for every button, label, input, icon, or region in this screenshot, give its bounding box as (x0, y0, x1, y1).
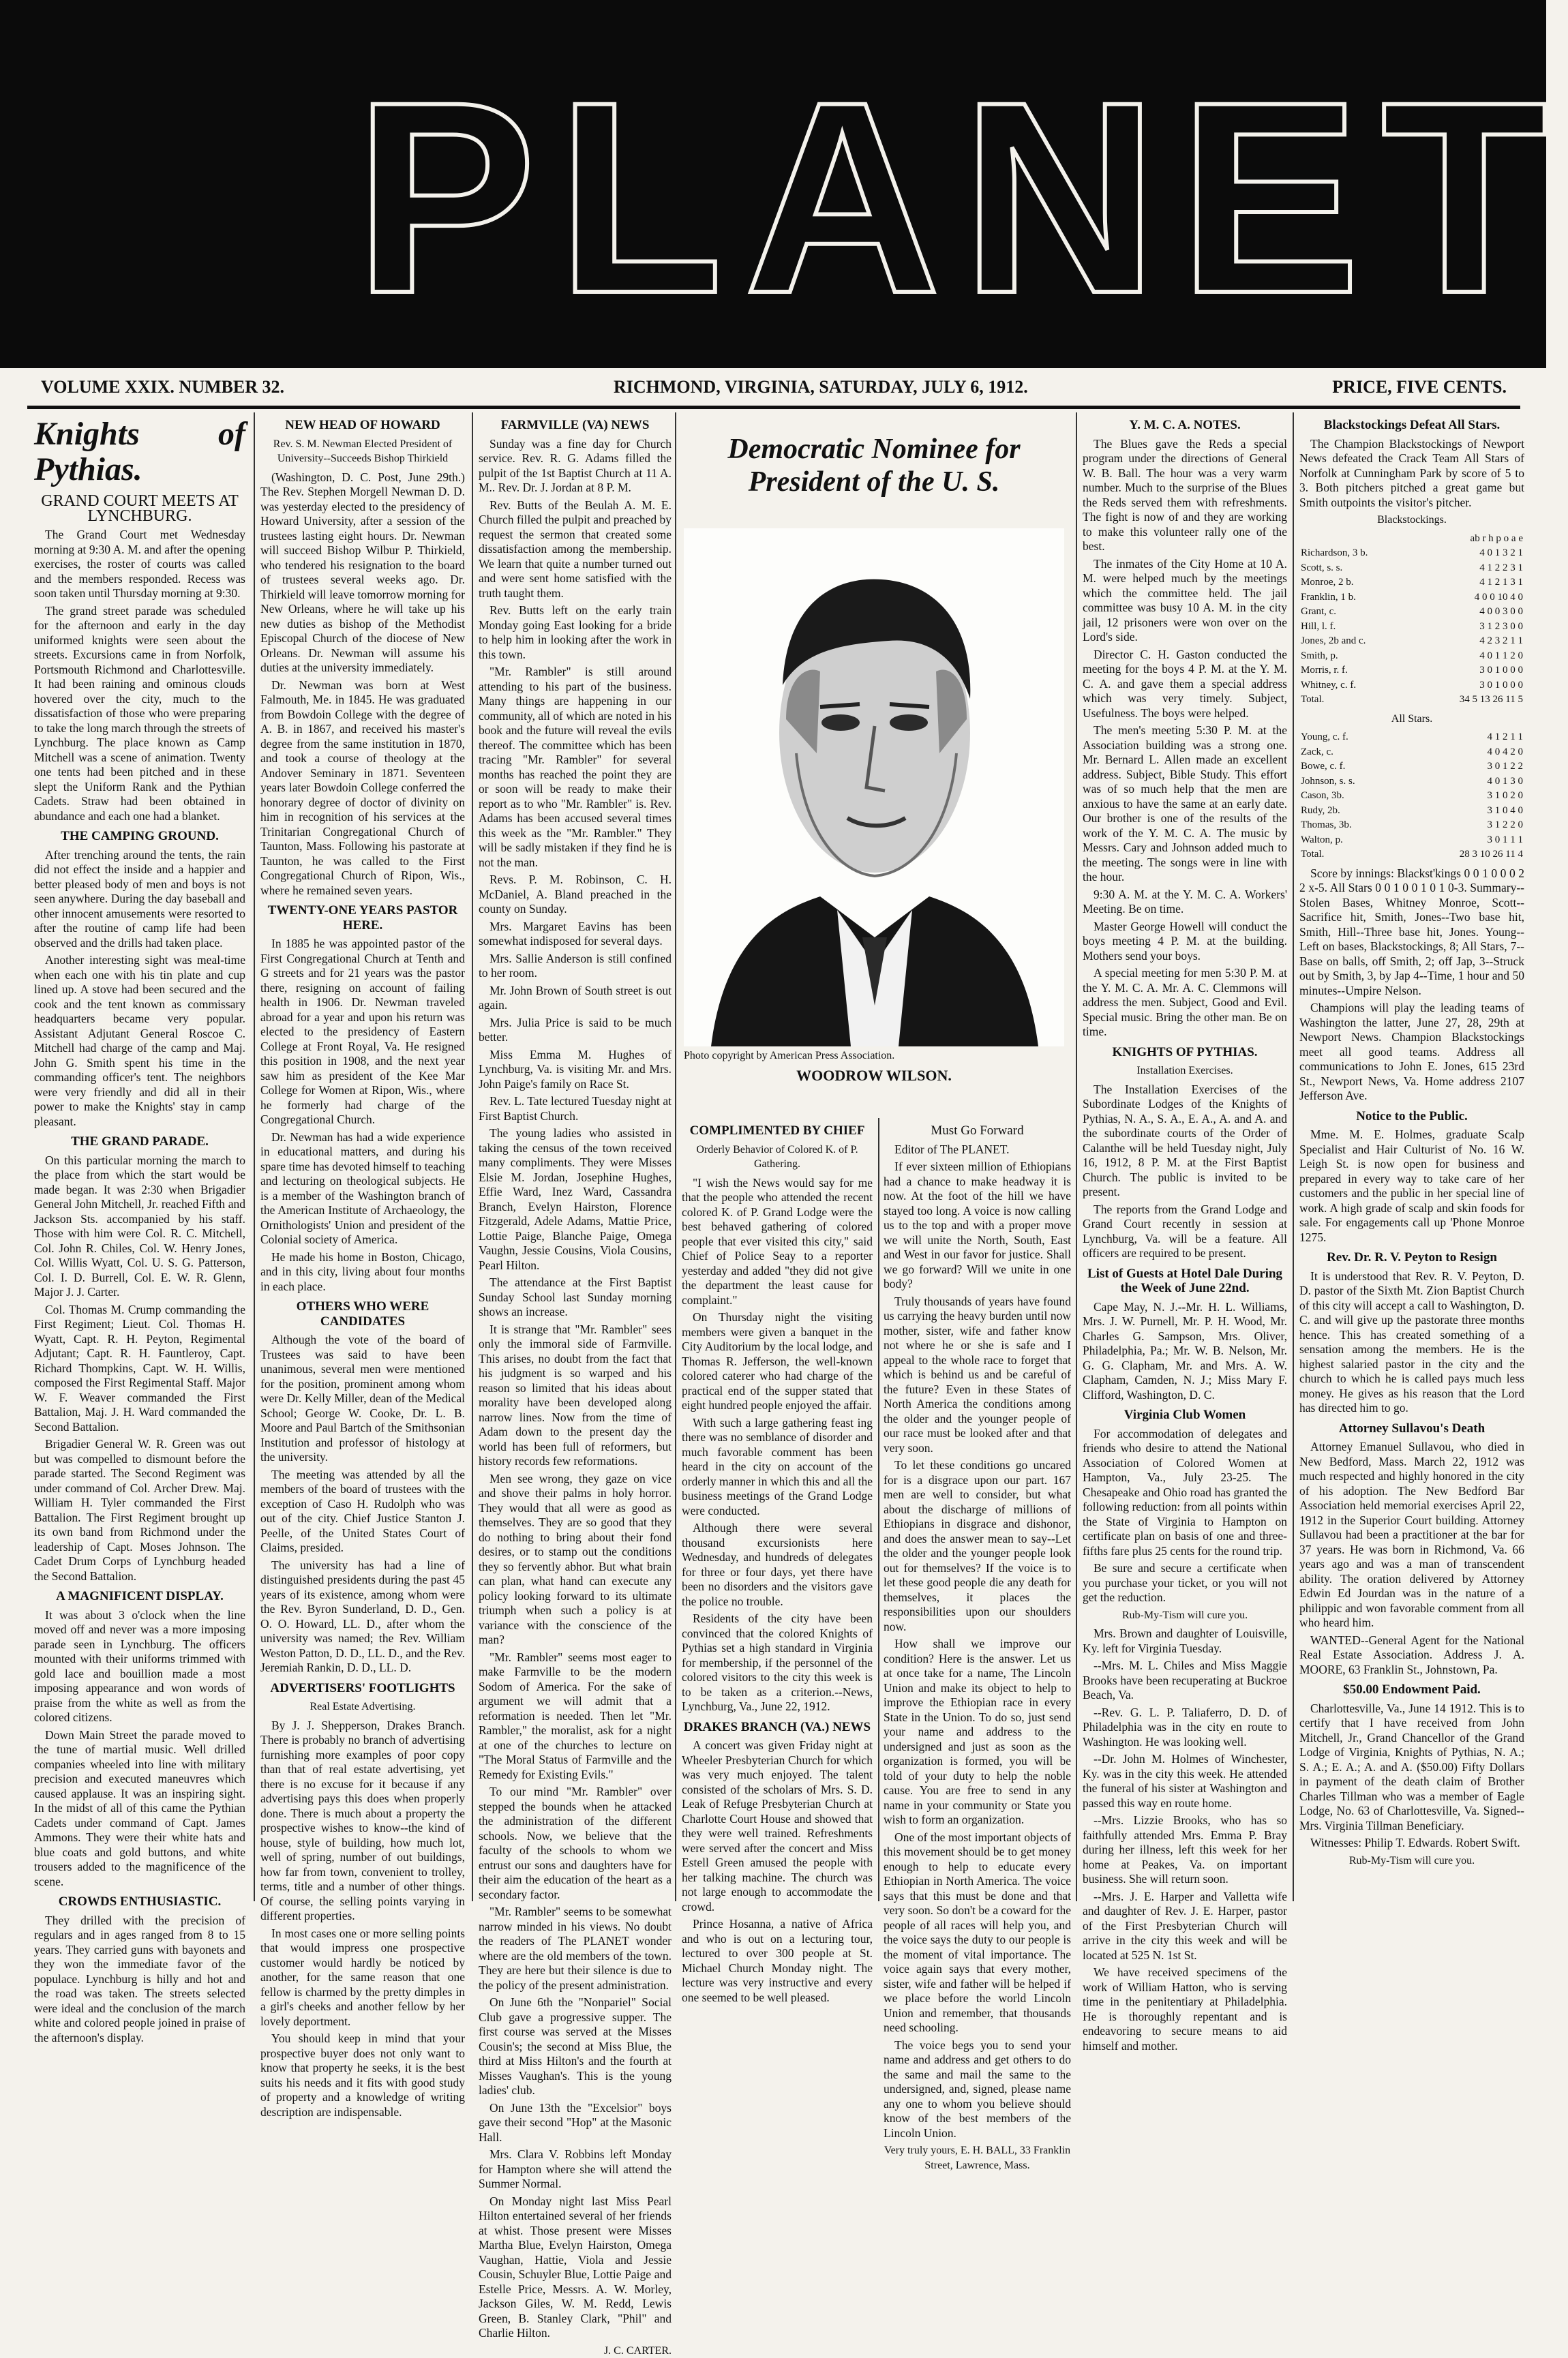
column-rule (1076, 412, 1077, 1901)
subhead: Installation Exercises. (1083, 1063, 1287, 1078)
paragraph: Another interesting sight was meal-time when each one with his tin plate and cup lined up. A stove had been secured and the cook and the tent known as commissary headquarters became very popular. Assistant Adjutant General Roscoe C. Mitchell had charge of the camp and Maj. John G. Smith spent his time in the commanding officer's tent. The neighbors were very friendly and did all in their power to make the Knights' stay in camp pleasant. (34, 953, 245, 1129)
player-stats: 4 0 0 3 0 0 (1415, 605, 1524, 620)
subhead-parade: THE GRAND PARADE. (34, 1134, 245, 1149)
paragraph: Mrs. Clara V. Robbins left Monday for Hampton where she will attend the Summer Normal. (479, 2147, 672, 2192)
headline-complimented: COMPLIMENTED BY CHIEF (682, 1123, 873, 1138)
team-label: All Stars. (1299, 712, 1524, 727)
paragraph: --Mrs. J. E. Harper and Valletta wife and daughter of Rev. J. E. Harper, pastor of the First Presbyterian Church will arrive in the city this week and will be located at 525 N. 1st St. (1083, 1890, 1287, 1963)
player-row (1299, 730, 1524, 745)
paragraph: Dr. Newman has had a wide experience in educational matters, and during his spare time has devoted himself to teaching and lecturing on theological subjects. He is a member of the Washington branch of the American Institute of Archaeology, the Ornithologists' Union and president of the Colonial society of America. (260, 1130, 465, 1248)
paragraph: With such a large gathering feast ing there was no semblance of disorder and much favorable comment has been heard in the city on account of the orderly manner in which this and all the business meetings of the Grand Lodge were conducted. (682, 1416, 873, 1519)
paragraph: They drilled with the precision of regulars and in ages ranged from 8 to 15 years. They carried guns with bayonets and they won the immediate favor of the populace. Lynchburg is hilly and hot and the road was taken. The streets selected were ideal and the conclusion of the march white and colored people joined in praise of the afternoon's display. (34, 1914, 245, 2046)
headline-notice: Notice to the Public. (1299, 1109, 1524, 1124)
photo-credit: Photo copyright by American Press Association. (684, 1050, 894, 1062)
signature: Very truly yours, E. H. BALL, 33 Franklin Street, Lawrence, Mass. (884, 2143, 1071, 2173)
player-row (1299, 634, 1524, 649)
nominee-feature (677, 412, 1071, 1108)
headline-endowment: $50.00 Endowment Paid. (1299, 1682, 1524, 1697)
paragraph: The Installation Exercises of the Subordinate Lodges of the Knights of Pythias, N. A., S. A., E. A., A. and A. and the subordinate courts of the Order of Calanthe will be held Tuesday night, July 16, 1912, 8 P. M. at the First Baptist Church. The public is invited to be present. (1083, 1083, 1287, 1200)
masthead (0, 0, 1546, 368)
paragraph: We have received specimens of the work of William Hatton, who is serving time in the penitentiary at Philadelphia. He is thoroughly repentant and is endeavoring to secure means to aid himself and mother. (1083, 1965, 1287, 2053)
player-name: Jones, 2b and c. (1299, 634, 1415, 649)
player-name: Walton, p. (1299, 833, 1404, 848)
box-score-all-stars (1299, 730, 1524, 862)
paragraph: Cape May, N. J.--Mr. H. L. Williams, Mrs. J. W. Purnell, Mr. P. H. Wood, Mr. Charles G. Sampson, Mrs. Oliver, Philadelphia, Pa.; Mr. W. B. Nelson, Mr. G. G. Clapham, Mr. and Mrs. A. W. Clapham, Camden, N. J.; Miss Mary F. Clifford, Washington, D. C. (1083, 1300, 1287, 1403)
player-name: Hill, l. f. (1299, 620, 1415, 635)
paragraph: Men see wrong, they gaze on vice and shove their palms in holy horror. They would that all were as good as themselves. They are so good that they do nothing to bring about their fond desires, or to stamp out the conditions they so fervently abhor. But what brain can plan, what hand can execute any policy looking forward to its ultimate triumph when such a policy is at variance with the conscience of the man? (479, 1472, 672, 1648)
player-stats: 4 0 1 3 0 (1404, 774, 1524, 789)
paragraph: Dr. Newman was born at West Falmouth, Me. in 1845. He was graduated from Bowdoin College with the degree of A. B. in 1867, and received his master's degree from the same institution in 1870, and took a course of theology at the Andover Seminary in 1871. Seventeen years later Bowdoin College conferred the honorary degree of doctor of divinity on him in recognition of his services at the Trinitarian Congregational Church of Taunton, Mass. Following his pastorate at Taunton, he was called to the First Congregational Church of Ripon, Wis., where he remained seven years. (260, 678, 465, 898)
column-rule (472, 412, 473, 1901)
paragraph: A concert was given Friday night at Wheeler Presbyterian Church for which was very much enjoyed. The talent consisted of the scholars of Mrs. S. D. Leak of Refuge Presbyterian Church at Charlotte Court House and showed that they were well trained. Refreshments were served after the concert and Miss Estell Green amused the people with her talking machine. The church was not large enough to accommodate the crowd. (682, 1738, 873, 1914)
portrait-woodrow-wilson (684, 528, 1064, 1046)
paragraph: A special meeting for men 5:30 P. M. at the Y. M. C. A. Mr. A. C. Clemmons will address the men. Subject, Good and Evil. Special music. Bring the other man. Be on time. (1083, 966, 1287, 1040)
paragraph: On June 13th the "Excelsior" boys gave their second "Hop" at the Masonic Hall. (479, 2101, 672, 2145)
paragraph: The Blues gave the Reds a special program under the directions of General W. B. Ball. The hour was a very warm number. Much to the surprise of the Blues the Reds served them with refreshments. The fight is now of and they are working to make this volunteer rally one of the best. (1083, 437, 1287, 554)
column-ymca-notes (1083, 412, 1287, 1901)
paragraph: Mrs. Margaret Eavins has been somewhat indisposed for several days. (479, 920, 672, 949)
paragraph: The Champion Blackstockings of Newport News defeated the Crack Team All Stars of Norfolk at Cunningham Park by score of 5 to 3. Both pitchers pitched a great game but Smith outpoints the visitor's pitcher. (1299, 437, 1524, 511)
player-stats: 4 1 2 1 1 (1404, 730, 1524, 745)
paragraph: The young ladies who assisted in taking the census of the town received many compliments. They were Misses Elsie M. Jordan, Josephine Hughes, Effie Ward, Inez Ward, Cassandra Branch, Evelyn Hairston, Florence Fitzgerald, Adele Adams, Mattie Price, Lottie Paige, Blanche Paige, Omega Vaughn, Jessie Cousins, Viola Cousins, Pearl Hilton. (479, 1126, 672, 1273)
subhead-crowds: CROWDS ENTHUSIASTIC. (34, 1894, 245, 1909)
paragraph: Rev. Butts left on the early train Monday going East looking for a bride to help him in looking after the work in this town. (479, 603, 672, 662)
paragraph: The Grand Court met Wednesday morning at 9:30 A. M. and after the opening exercises, the roster of courts was called and the members responded. Recess was soon taken until Thursday morning at 9:30. (34, 528, 245, 601)
signature: J. C. CARTER. (479, 2344, 672, 2358)
player-name: Zack, c. (1299, 745, 1404, 760)
headline-howard: NEW HEAD OF HOWARD (260, 418, 465, 433)
headline-drakes-branch: DRAKES BRANCH (VA.) NEWS (682, 1720, 873, 1735)
player-row (1299, 663, 1524, 678)
paragraph: Mrs. Julia Price is said to be much better. (479, 1016, 672, 1045)
paragraph: --Dr. John M. Holmes of Winchester, Ky. was in the city this week. He attended the funeral of his sister at Washington and passed this way en route home. (1083, 1752, 1287, 1811)
paragraph: To our mind "Mr. Rambler" over stepped the bounds when he attacked the administration of the different schools. Now, we believe that the faculty of the schools to whom we entrust our sons and daughters have for their aim the education of the heart as a secondary factor. (479, 1785, 672, 1902)
subhead-camping: THE CAMPING GROUND. (34, 829, 245, 844)
subhead: Orderly Behavior of Colored K. of P. Gathering. (682, 1143, 873, 1172)
player-row (1299, 620, 1524, 635)
player-stats: 3 0 1 1 1 (1404, 833, 1524, 848)
headline-blackstockings: Blackstockings Defeat All Stars. (1299, 418, 1524, 433)
headline-ymca: Y. M. C. A. NOTES. (1083, 418, 1287, 433)
player-stats: 4 1 2 1 3 1 (1415, 575, 1524, 590)
paragraph: Truly thousands of years have found us carrying the heavy burden until now mother, sister, wife and father know not where he or she is safe and I appeal to the whole race to forget that which is behind us and be careful of the future? Even in these States of North America the conditions among the older and the younger people of our race must be looked after and that very soon. (884, 1295, 1071, 1456)
paragraph: In most cases one or more selling points that would impress one prospective customer would hardly be noticed by another, for the same reason that one fellow is charmed by the pretty dimples in a girl's cheeks and another fellow by her lovely deportment. (260, 1926, 465, 2029)
paragraph: Director C. H. Gaston conducted the meeting for the boys 4 P. M. at the Y. M. C. A. and gave them a special address which was very timely. Subject, Usefulness. The boys were helped. (1083, 648, 1287, 721)
paragraph: On Thursday night the visiting members were given a banquet in the City Auditorium by the local lodge, and Thomas R. Jefferson, the well-known colored caterer who had charge of the practical end of the supper stated that eight hundred people enjoyed the affair. (682, 1310, 873, 1413)
headline-peyton: Rev. Dr. R. V. Peyton to Resign (1299, 1250, 1524, 1265)
paragraph: WANTED--General Agent for the National Real Estate Association. Address J. A. MOORE, 63 Franklin St., Johnstown, Pa. (1299, 1633, 1524, 1678)
paragraph: "Mr. Rambler" is still around attending to his part of the business. Many things are happening in our community, all of which are noted in his book and the future will reveal the evils thereof. The committee which has been tracing "Mr. Rambler" for several months has reached the point they are or soon will be ready to make their report as to who "Mr. Rambler" is. Rev. Adams has been accused several times this week as the "Mr. Rambler." They will be sadly mistaken if they find he is not the man. (479, 665, 672, 870)
paragraph: (Washington, D. C. Post, June 29th.) The Rev. Stephen Morgell Newman D. D. was yesterday elected to the presidency of Howard University, after a session of the trustees lasting eight hours. Dr. Newman will succeed Bishop Wilbur P. Thirkield, who tendered his resignation to the board of trustees several weeks ago. Dr. Thirkield will leave tomorrow morning for New Orleans, where he will take up his new duties as bishop of the Methodist Episcopal Church of the diocese of New Orleans. Dr. Newman will assume his duties at the university immediately. (260, 470, 465, 676)
player-row (1299, 745, 1524, 760)
player-stats: 4 0 1 3 2 1 (1415, 546, 1524, 561)
player-stats: 3 0 1 0 0 0 (1415, 663, 1524, 678)
player-name: Morris, r. f. (1299, 663, 1415, 678)
headline-sullavou: Attorney Sullavou's Death (1299, 1421, 1524, 1436)
paragraph: If ever sixteen million of Ethiopians had a chance to make headway it is now. At the foot of the hill we have stayed too long. A voice is now calling us to the top and with a proper move we will unite the North, South, East and West in our favor for justice. Shall we go forward? Will we unite in one body? (884, 1160, 1071, 1292)
paragraph: Witnesses: Philip T. Edwards. Robert Swift. (1299, 1836, 1524, 1851)
player-name: Johnson, s. s. (1299, 774, 1404, 789)
player-row (1299, 774, 1524, 789)
player-row (1299, 759, 1524, 774)
paragraph: In 1885 he was appointed pastor of the First Congregational Church at Tenth and G streets and for 21 years was the pastor there, resigning on account of failing health in 1906. Dr. Newman traveled abroad for a year and upon his return was elected to the presidency of Eastern College at Front Royal, Va. He resigned this position in 1908, and the next year saw him as president of the Kee Mar College for Women at Ripon, Wis., where he formerly had charge of the Congregational Church. (260, 937, 465, 1128)
box-score-columns: ab r h p o a e (1415, 532, 1524, 547)
player-row (1299, 804, 1524, 819)
advertisement: Rub-My-Tism will cure you. (1083, 1608, 1287, 1623)
headline-knights-installation: KNIGHTS OF PYTHIAS. (1083, 1045, 1287, 1060)
player-row (1299, 678, 1524, 693)
paragraph: Rev. L. Tate lectured Tuesday night at First Baptist Church. (479, 1094, 672, 1123)
player-row (1299, 575, 1524, 590)
paragraph: Prince Hosanna, a native of Africa and who is out on a lecturing tour, lectured to over 300 people at St. Michael Church Monday night. The lecture was very instructive and every one seemed to be well pleased. (682, 1917, 873, 2005)
column-rule (1293, 412, 1294, 1901)
player-row (1299, 561, 1524, 576)
paragraph: Although there were several thousand excursionists here Wednesday, and hundreds of delegates for three or four days, yet there have been no disorders and the visitors gave the police no trouble. (682, 1521, 873, 1609)
column-rule (878, 1118, 879, 1901)
player-row (1299, 649, 1524, 664)
total-stats: 28 3 10 26 11 4 (1404, 847, 1524, 862)
column-must-go-forward (884, 1118, 1071, 1901)
nominee-headline: Democratic Nominee for President of the U. S. (677, 433, 1071, 498)
paragraph: On June 6th the "Nonpariel" Social Club gave a progressive supper. The first course was served at the Misses Cousin's; the second at Miss Blue, the third at Miss Hilton's and the fourth at Misses Vaughan's. This is the young ladies' club. (479, 1995, 672, 2098)
subhead: Real Estate Advertising. (260, 1699, 465, 1714)
paragraph: Mrs. Sallie Anderson is still confined to her room. (479, 952, 672, 981)
team-label: Blackstockings. (1299, 513, 1524, 528)
player-name: Grant, c. (1299, 605, 1415, 620)
nominee-name: WOODROW WILSON. (677, 1067, 1071, 1085)
dateline (27, 372, 1520, 409)
paragraph: Col. Thomas M. Crump commanding the First Regiment; Lieut. Col. Thomas H. Wyatt, Capt. R. H. Peyton, Regimental Adjutant; Capt. R. H. Fauntleroy, Capt. Richard Thompkins, Capt. W. H. Willis, composed the First Regimental Staff. Major W. F. Weaver commanded the First Battalion, Maj. J. H. Ward commanded the Second Battalion. (34, 1303, 245, 1435)
player-row (1299, 590, 1524, 605)
player-row (1299, 605, 1524, 620)
paragraph: He made his home in Boston, Chicago, and in this city, living about four months in each place. (260, 1250, 465, 1295)
paragraph: The attendance at the First Baptist Sunday School last Sunday morning shows an increase. (479, 1275, 672, 1320)
paragraph: Brigadier General W. R. Green was out but was compelled to dismount before the parade started. The Second Regiment was under command of Col. Archer Drew. Maj. William H. Tyler commanded the First Battalion. The First Regiment brought up its own band from Richmond under the leadership of Capt. Moses Johnson. The Cadet Drum Corps of Lynchburg headed the Second Battalion. (34, 1437, 245, 1584)
player-stats: 3 1 0 4 0 (1404, 804, 1524, 819)
paragraph: The voice begs you to send your name and address and get others to do the same and mail the same to the undersigned, and, signed, please name any one to whom you believe should know of the best members of the Lincoln Union. (884, 2038, 1071, 2141)
headline-farmville: FARMVILLE (VA) NEWS (479, 418, 672, 433)
player-name: Franklin, 1 b. (1299, 590, 1415, 605)
player-name: Young, c. f. (1299, 730, 1404, 745)
player-name: Scott, s. s. (1299, 561, 1415, 576)
column-rule (675, 412, 676, 1901)
player-stats: 3 0 1 2 2 (1404, 759, 1524, 774)
player-stats: 3 1 0 2 0 (1404, 789, 1524, 804)
player-name: Rudy, 2b. (1299, 804, 1404, 819)
player-name: Richardson, 3 b. (1299, 546, 1415, 561)
paragraph: "I wish the News would say for me that the people who attended the recent colored K. of P. Grand Lodge were the best behaved gathering of colored people that ever visited this city," said Chief of Police Seay to a reporter yesterday and added "they did not give the department the least cause for complaint." (682, 1176, 873, 1308)
total-row (1299, 847, 1524, 862)
column-baseball (1299, 412, 1524, 1901)
player-row (1299, 546, 1524, 561)
paragraph: You should keep in mind that your prospective buyer does not only want to know that property he seeks, it is the best suits his needs and it fits with good study of property and a knowledge of writing description are indispensable. (260, 2031, 465, 2119)
player-stats: 4 2 3 2 1 1 (1415, 634, 1524, 649)
subhead: TWENTY-ONE YEARS PASTOR HERE. (260, 903, 465, 933)
paragraph: --Mrs. M. L. Chiles and Miss Maggie Brooks have been recuperating at Buckroe Beach, Va. (1083, 1659, 1287, 1703)
subhead: Rev. S. M. Newman Elected President of University--Succeeds Bishop Thirkield (260, 437, 465, 466)
player-name: Thomas, 3b. (1299, 818, 1404, 833)
paragraph: By J. J. Shepperson, Drakes Branch. There is probably no branch of advertising furnishing more examples of poor copy than that of real estate advertising, yet there is no excuse for it because if any advertising pays this does when properly done. There is much about a property the prospective wishes to know--the kind of house, style of building, how much lot, well of spring, number of out buildings, how far from town, convenient to trolley, terms, title and a number of other things. Of course, the selling points varying in different properties. (260, 1719, 465, 1924)
paragraph: Attorney Emanuel Sullavou, who died in New Bedford, Mass. March 22, 1912 was much respected and highly honored in the city of his adoption. The New Bedford Bar Association held memorial exercises April 22, 1912 in the Superior Court building. Attorney Sullavou had been a practitioner at the bar for 37 years. He was born in Richmond, Va. 66 years ago and was a man of transcendent ability. The oration delivered by Attorney Edwin Ed Jourdan was in the nature of a philippic and won favorable comment from all who heard him. (1299, 1440, 1524, 1631)
paragraph: Champions will play the leading teams of Washington the latter, June 27, 28, 29th at Newport News. Champion Blackstockings meet all good teams. Address all communications to John E. Jones, 615 23rd St., Newport News, Va. Home address 2107 Jefferson Ave. (1299, 1001, 1524, 1104)
paragraph: On Monday night last Miss Pearl Hilton entertained several of her friends at whist. Those present were Misses Martha Blue, Evelyn Hairston, Omega Vaughan, Hattie, Viola and Jessie Cousin, Schuyler Blue, Lottie Paige and Estelle Price, Messrs. A. W. Morley, Jackson Giles, W. M. Redd, Lewis Green, B. Stanley Clark, "Phil" and Charlie Hilton. (479, 2194, 672, 2341)
box-score-header (1299, 532, 1524, 547)
paragraph: The meeting was attended by all the members of the board of trustees with the exception of Caso H. Rudolph who was out of the city. Chief Justice Stanton J. Peelle, of the United States Court of Claims, presided. (260, 1468, 465, 1556)
player-stats: 3 1 2 3 0 0 (1415, 620, 1524, 635)
masthead-title: PLANET (355, 55, 1513, 341)
price: PRICE, FIVE CENTS. (1332, 377, 1507, 397)
paragraph: The inmates of the City Home at 10 A. M. were helped much by the meetings which the committee held. The jail committee was busy 10 A. M. in the city jail, 12 prisoners were won over on the Lord's side. (1083, 557, 1287, 645)
paragraph: Sunday was a fine day for Church service. Rev. R. G. Adams filled the pulpit of the 1st Baptist Church at 11 A. M.. Rev. Dr. J. Jordan at 8 P. M. (479, 437, 672, 496)
paragraph: Miss Emma M. Hughes of Lynchburg, Va. is visiting Mr. and Mrs. John Paige's family on Race St. (479, 1048, 672, 1092)
paragraph: Residents of the city have been convinced that the colored Knights of Pythias set a high standard in Virginia for membership, if the personnel of the colored visitors to the city this week is to be taken as a criterion.--News, Lynchburg, Va., June 22, 1912. (682, 1612, 873, 1714)
paragraph: Charlottesville, Va., June 14 1912. This is to certify that I have received from John Mitchell, Jr., Grand Chancellor of the Grand Lodge of Virginia, Knights of Pythias, N. A.; S. A.; E. A.; A. and A. ($50.00) Fifty Dollars in payment of the death claim of Brother Charles Tillman who was a member of Eagle Lodge, No. 63 of Charlottesville, Va. Signed--Mrs. Virginia Tillman Beneficiary. (1299, 1702, 1524, 1834)
paragraph: Down Main Street the parade moved to the tune of martial music. Well drilled companies wheeled into line with military precision and executed maneuvres which caused applause. It was an inspiring sight. In the midst of all of this came the Pythian Cadets under command of Capt. James Ammons. They were their white hats and blue coats and gold buttons, and white trousers added to the magnificence of the scene. (34, 1728, 245, 1890)
column-complimented (682, 1118, 873, 1901)
player-stats: 3 1 2 2 0 (1404, 818, 1524, 833)
paragraph: Be sure and secure a certificate when you purchase your ticket, or you will not get the reduction. (1083, 1561, 1287, 1605)
box-score-blackstockings (1299, 532, 1524, 708)
paragraph: Mme. M. E. Holmes, graduate Scalp Specialist and Hair Culturist of No. 16 W. Leigh St. is now open for business and prepared in every way to take care of her customers and the public in her special line of work. A high grade of scalp and skin foods for sale. For engagements call up 'Phone Monroe 1275. (1299, 1128, 1524, 1245)
column-rule (254, 412, 255, 1901)
paragraph: To let these conditions go uncared for is a disgrace upon our part. 167 men are well to consider, but what about the discharge of millions of Ethiopians in disgrace and dishonor, and does the answer mean to say--Let the older and the younger people look out for themselves? If the voice is to let these good people die any death for themselves, it places the responsibilities upon our shoulders now. (884, 1458, 1071, 1634)
paragraph: It was about 3 o'clock when the line moved off and never was a more imposing parade seen in Lynchburg. The officers mounted with their uniforms trimmed with gold lace and bouillion made a most imposing appearance and won words of praise from the white as well as from the colored citizens. (34, 1608, 245, 1725)
paragraph: One of the most important objects of this movement should be to get money enough to help to educate every Ethiopian in North America. The voice says that this must be done and that very soon. So don't be a coward for the people of all races will help you, and the voice says the duty to our people is the moment of vital importance. The voice again says that every mother, sister, wife and father will be helped if we place before the world Lincoln Union and remember, that thousands need schooling. (884, 1830, 1071, 2036)
player-stats: 3 0 1 0 0 0 (1415, 678, 1524, 693)
paragraph: "Mr. Rambler" seems most eager to make Farmville to be the modern Sodom of America. For the sake of argument we will admit that a reformation is needed. Then let "Mr. Rambler," the moralist, ask for a night at one of the churches to lecture on "The Moral Status of Farmville and the Remedy for Existing Evils." (479, 1650, 672, 1783)
column-howard (260, 412, 465, 1901)
paragraph: "Mr. Rambler" seems to be somewhat narrow minded in his views. No doubt the readers of The PLANET wonder where are the old members of the town. They are here but their silence is due to the policy of the present administration. (479, 1905, 672, 1993)
subhead-grand-court: GRAND COURT MEETS AT LYNCHBURG. (34, 494, 245, 524)
paragraph: Score by innings: Blackst'kings 0 0 1 0 0 0 2 2 x-5. All Stars 0 0 1 0 0 1 0 1 0-3. Summary--Stolen Bases, Whitney Monroe, Scott--Sacrifice hit, Smith, Jones--Two base hit, Smith, Hill--Three base hit, Jones. Young--Left on bases, Blackstockings, 8; All Stars, 7--Base on balls, off Smith, 2; off Jap, 3--Struck out by Smith, 3, by Jap 4--Time, 1 hour and 50 minutes--Umpire Nelson. (1299, 866, 1524, 999)
total-stats: 34 5 13 26 11 5 (1415, 693, 1524, 708)
advertisement: Rub-My-Tism will cure you. (1299, 1854, 1524, 1869)
player-row (1299, 833, 1524, 848)
player-stats: 4 0 4 2 0 (1404, 745, 1524, 760)
paragraph: Rev. Butts of the Beulah A. M. E. Church filled the pulpit and preached by request the sermon that created some dissatisfaction among the membership. We learn that quite a number turned out and were sent home satisfied with the truth taught them. (479, 498, 672, 601)
player-stats: 4 1 2 2 3 1 (1415, 561, 1524, 576)
headline-club-women: Virginia Club Women (1083, 1408, 1287, 1423)
paragraph: 9:30 A. M. at the Y. M. C. A. Workers' Meeting. Be on time. (1083, 888, 1287, 917)
paragraph: --Mrs. Lizzie Brooks, who has so faithfully attended Mrs. Emma P. Bray during her illness, left this week for her home at Peakes, Va. on important business. She will return soon. (1083, 1813, 1287, 1887)
paragraph: Mrs. Brown and daughter of Louisville, Ky. left for Virginia Tuesday. (1083, 1627, 1287, 1656)
paragraph: Revs. P. M. Robinson, C. H. McDaniel, A. Bland preached in the county on Sunday. (479, 873, 672, 917)
paragraph: For accommodation of delegates and friends who desire to attend the National Association of Colored Women at Hampton, Va., July 23-25. The Chesapeake and Ohio road has granted the following reduction: from all points within the State of Virginia to Hampton on certificate plan on basis of one and three-fifths fare plus 25 cents for the round trip. (1083, 1427, 1287, 1559)
headline-knights: Knights of Pythias. (34, 417, 245, 487)
paragraph: After trenching around the tents, the rain did not effect the inside and a happier and better pleased body of men and boys is not seen anywhere. During the day baseball and other innocent amusements were resorted to after the routine of camp life had been observed and the drills had taken place. (34, 848, 245, 951)
paragraph: The reports from the Grand Lodge and Grand Court recently in session at Lynchburg, Va. will be a feature. All officers are required to be present. (1083, 1203, 1287, 1261)
portrait-illustration (684, 528, 1064, 1046)
column-knights-of-pythias (34, 412, 245, 1901)
column-farmville (479, 412, 672, 1901)
paragraph: Editor of The PLANET. (884, 1143, 1071, 1158)
headline-hotel-guests: List of Guests at Hotel Dale During the Week of June 22nd. (1083, 1267, 1287, 1296)
player-name: Whitney, c. f. (1299, 678, 1415, 693)
paragraph: The grand street parade was scheduled for the afternoon and early in the day uniformed knights were seen about the streets. Excursions came in from Norfolk, Portsmouth Richmond and Charlottesville. It had been raining and ominous clouds hovered over the city, much to the dissatisfaction of those who were preparing to take the long march through the streets of Lynchburg. The place known as Camp Mitchell was a scene of animation. Twenty one tents had been pitched and in these slept the Uniform Rank and the Pythian Cadets. Straw had been obtained in abundance and each one had a blanket. (34, 604, 245, 824)
headline-footlights: ADVERTISERS' FOOTLIGHTS (260, 1681, 465, 1696)
paragraph: Although the vote of the board of Trustees was said to have been unanimous, several men were mentioned for the position, prominent among whom were Dr. Kelly Miller, dean of the Medical School; George W. Cooke, Dr. L. B. Moore and Paul Bartch of the Smithsonian Institution and professor of histology at the university. (260, 1333, 465, 1465)
paragraph: --Rev. G. L. P. Taliaferro, D. D. of Philadelphia was in the city en route to Washington. He was looking well. (1083, 1706, 1287, 1750)
paragraph: It is understood that Rev. R. V. Peyton, D. D. pastor of the Sixth Mt. Zion Baptist Church of this city will accept a call to Washington, D. C. and will give up the pastorate three months hence. This has created something of a sensation among the members. He is the highest salaried pastor in the city and the church to which he is called pays much less money. He gives as his reason that the Lord has directed him to go. (1299, 1269, 1524, 1416)
player-name: Smith, p. (1299, 649, 1415, 664)
paragraph: On this particular morning the march to the place from which the start would be made began. It was 2:30 when Brigadier General John Mitchell, Jr. reached Fifth and Jackson Sts. accompanied by his staff. Those with him were Col. R. C. Mitchell, Col. John R. Chiles, Col. W. Henry Jones, Col. Willis Wyatt, Col. U. S. G. Patterson, Col. I. D. Burrell, Col. E. W. R. Glenn, Major J. J. Carter. (34, 1153, 245, 1300)
place-date: RICHMOND, VIRGINIA, SATURDAY, JULY 6, 1912. (614, 377, 1028, 397)
paragraph: How shall we improve our condition? Here is the answer. Let us at once take for a name, The Lincoln Union and make its object to help to improve the Ethiopian race in every State in the Union. To do so, just send your name and address to the undersigned and just as soon as the organization is formed, you will be told of your duty to help the noble cause. You are free to send in any name in your community or State you wish to form an organization. (884, 1637, 1071, 1828)
player-name: Monroe, 2 b. (1299, 575, 1415, 590)
player-name: Bowe, c. f. (1299, 759, 1404, 774)
paragraph: The university has had a line of distinguished presidents during the past 45 years of its existence, among whom were the Rev. Byron Sunderland, D. D., Gen. O. O. Howard, LL. D., after whom the university was named; the Rev. William Weston Patton, D. D., LL. D., and the Rev. Jeremiah Rankin, D. D., LL. D. (260, 1558, 465, 1676)
subhead: OTHERS WHO WERE CANDIDATES (260, 1299, 465, 1329)
headline-must-go-forward: Must Go Forward (884, 1123, 1071, 1138)
total-label: Total. (1299, 693, 1415, 708)
player-name: Cason, 3b. (1299, 789, 1404, 804)
player-row (1299, 818, 1524, 833)
player-stats: 4 0 0 10 4 0 (1415, 590, 1524, 605)
paragraph: The men's meeting 5:30 P. M. at the Association building was a strong one. Mr. Bernard L. Allen made an excellent address. Subject, Bible Study. This effort was of so much help that the men are anxious to have the same at an early date. Our brother is one of the results of the work of the Y. M. C. A. The music by Messrs. Cary and Johnson added much to the meeting. The songs were in line with the hour. (1083, 723, 1287, 885)
total-label: Total. (1299, 847, 1404, 862)
total-row (1299, 693, 1524, 708)
paragraph: Mr. John Brown of South street is out again. (479, 984, 672, 1013)
player-stats: 4 0 1 1 2 0 (1415, 649, 1524, 664)
subhead-display: A MAGNIFICENT DISPLAY. (34, 1589, 245, 1604)
player-row (1299, 789, 1524, 804)
paragraph: It is strange that "Mr. Rambler" sees only the immoral side of Farmville. This arises, no doubt from the fact that his judgment is so warped and his reason so limited that his ideas about morality have been developed along narrow lines. Now from the time of Adam down to the present day the world has been full of reformers, but history records few reformations. (479, 1322, 672, 1469)
volume-number: VOLUME XXIX. NUMBER 32. (41, 377, 284, 397)
paragraph: Master George Howell will conduct the boys meeting 4 P. M. at the building. Mothers send your boys. (1083, 920, 1287, 964)
